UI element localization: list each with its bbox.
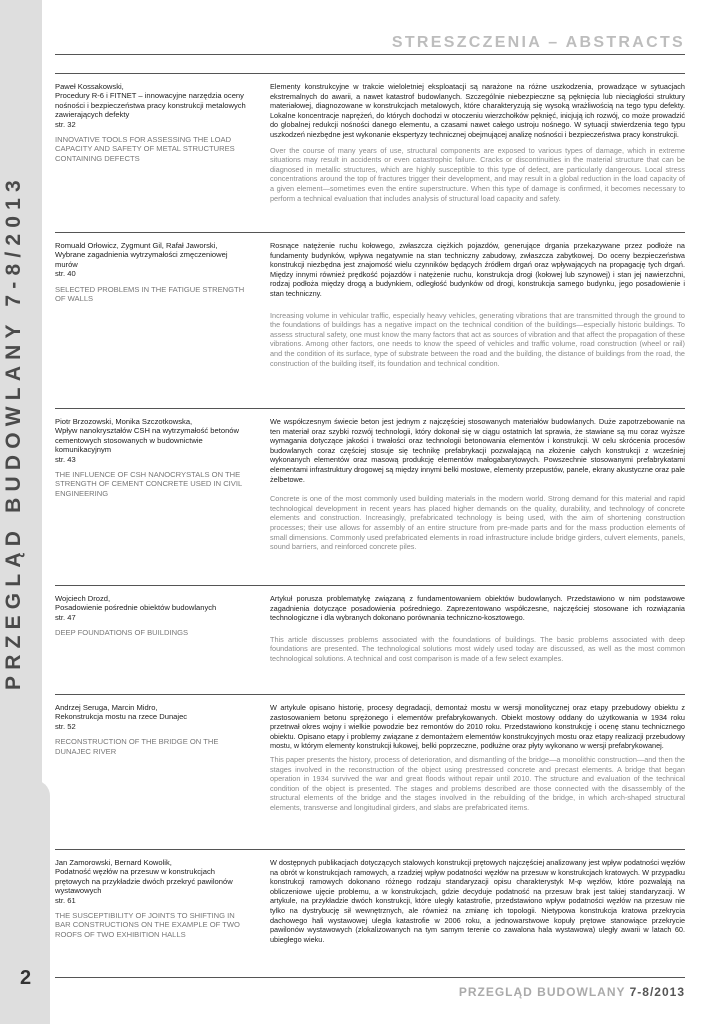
entry-meta-column [55,417,250,498]
abstract-pl: Elementy konstrukcyjne w trakcie wieloletniej eksploatacji są narażone na różne uszkodzenia, prowadzące w sytuacjach ekstremalnych do awarii, a nawet katastrof budowlanych. Szczególnie niebezpieczne są pęknięcia lub nieciągłości struktury materiałowej, diagnozowane w konstrukcjach metalowych, które charakteryzują się wysoką wrażliwością na tego typu defekty. Lokalne koncentracje naprężeń, do których dochodzi w otoczeniu wierzchołków pęknięć, inicjują ich rozwój, co może prowadzić do globalnej redukcji nośności danego elementu, a czasami nawet całego ustroju nośnego. W sytuacji stwierdzenia tego typu uszkodzeń niezbędne jest wykonanie ekspertyzy technicznej obejmującej analizę nośności i bezpieczeństwa pracy konstrukcji. [270,82,685,139]
entry-meta: Jan Zamorowski, Bernard Kowolik, Podatność węzłów na przesuw w konstrukcjach prętowych na przykładzie dwóch przekryć pawilonów wystawowych str. 61 [55,858,233,905]
entry-abstract-column [270,241,685,368]
entry-meta: Andrzej Seruga, Marcin Midro, Rekonstrukcja mostu na rzece Dunajec str. 52 [55,703,188,731]
abstract-pl: Rosnące natężenie ruchu kołowego, zwłaszcza ciężkich pojazdów, generujące drgania przekazywane przez podłoże na fundamenty budynków, wpływa negatywnie na stan techniczny zabudowy, zwłaszcza zabytkowej. Do oceny bezpieczeństwa konstrukcji niezbędna jest znajomość wielu czynników będących źródłem drgań oraz wpływających na propagację tych drgań. Między innymi również prędkość pojazdów i natężenie ruchu, konstrukcja drogi (kołowej lub szynowej) i stan jej nawierzchni, rodzaj podłoża między drogą a budynkiem, odległość budynków od drogi, konstrukcja samego budynku, jego posadowienie i stan techniczny. [270,241,685,298]
section-header: STRESZCZENIA – ABSTRACTS [391,34,685,51]
page-number: 2 [20,967,32,989]
entry-meta: Paweł Kossakowski, Procedury R-6 i FITNET – innowacyjne narzędzia oceny nośności i bezpieczeństwa pracy konstrukcji metalowych zawierających defekty str. 32 [55,82,246,129]
abstract-en: This paper presents the history, process of deterioration, and dismantling of the bridge—a monolithic construction—and then the stages involved in the reconstruction of the object using prestressed concrete and precast elements. A bridge that began operation in 1934 survived the war and great floods without repair until 2010. The structure and evaluation of the technical condition of the object is presented. The stages and problems described are those connected with the disassembly of the structural elements of the bridge and the stages involved in the rebuilding of the bridge, in which arch-shaped structural elements, transverse and longitudinal girders, and slabs are prefabricated items. [270,754,685,812]
header-rule [55,54,685,55]
entry-meta: Romuald Orłowicz, Zygmunt Gil, Rafał Jaworski, Wybrane zagadnienia wytrzymałości zmęczeniowej murów str. 40 [55,241,228,279]
entry-meta-column [55,241,250,303]
entry-meta: Piotr Brzozowski, Monika Szczotkowska, Wpływ nanokryształów CSH na wytrzymałość betonów cementowych stosowanych w budownictwie komunikacyjnym str. 43 [55,417,240,464]
entry-meta-column [55,82,250,163]
entry-abstract-column [270,703,685,813]
entry-rule [55,585,685,586]
entry-title-en: SELECTED PROBLEMS IN THE FATIGUE STRENGTH OF WALLS [55,284,245,304]
abstract-pl: We współczesnym świecie beton jest jednym z najczęściej stosowanych materiałów budowlanych. Duże zapotrzebowanie na ten materiał oraz szybki rozwój technologii, który dokonał się w ciągu ostatnich lat sprawia, że stawiane są mu coraz wyższe wymagania dotyczące jakości i trwałości oraz technologii betonowania elementów i konstrukcji. W celu skrócenia procesów budowlanych coraz częściej stosuje się technikę prefabrykacji pozwalającą na złożenie całych konstrukcji z wcześniej wykonanych elementów oraz masową produkcję elementów małogabarytowych. Powszechnie stosowanymi prefabrykatami elementami infrastruktury drogowej są między innymi belki mostowe, elementy przepustów, panele, ekrany akustyczne oraz pale żelbetowe. [270,417,685,484]
entry-title-en: DEEP FOUNDATIONS OF BUILDINGS [55,628,189,638]
entry-meta-column [55,703,250,756]
abstract-en: Over the course of many years of use, structural components are exposed to various types of damage, which in extreme situations may result in accidents or even catastrophic failure. Cracks or discontinuities in the material structure that can be diagnosed in metallic structures, which are highly susceptible to this type of defect, are particularly dangerous. Local stress concentrations around the top of fractures trigger their development, and may result in a global reduction in the load capacity of a given element—sometimes even the entire superstructure. When this type of damage is confirmed, it becomes necessary to perform a technical evaluation that includes analysis of structural load capacity and safety. [270,145,685,203]
footer [459,985,685,999]
entry-meta: Wojciech Drozd, Posadowienie pośrednie obiektów budowlanych str. 47 [55,594,217,622]
entry-title-en: INNOVATIVE TOOLS FOR ASSESSING THE LOAD CAPACITY AND SAFETY OF METAL STRUCTURES CONTAINING DEFECTS [55,135,235,163]
entry-meta-column [55,858,250,939]
entry-rule [55,73,685,74]
entry-abstract-column [270,858,685,944]
abstract-pl: W dostępnych publikacjach dotyczących stalowych konstrukcji prętowych najczęściej analizowany jest wpływ podatności węzłów na obrót w konstrukcjach ramowych, a rzadziej wpływ podatności węzłów na przesuw w konstrukcjach kratowych. W przypadku konstrukcji ramowych dokonano różnego rodzaju standaryzacji opisu charakterystyk M-φ węzłów, które pozwalają na obliczeniowe ujęcie problemu, a w konstrukcjach, gdzie decyduje podatność na przesuw brak jest takiej standaryzacji. W artykule, na przykładzie dwóch konstrukcji, które uległy katastrofie, przedstawiono wpływ podatności węzłów na przesuw nie tylko na dystrybucję sił wewnętrznych, ale również na zmianę ich topologii. Nietypowa konstrukcja kratowa przekrycia dachowego hali wystawowej uległa katastrofie w 2006 roku, a jednowarstwowe kopuły prętowe stanowiące przekrycie pawilonów wystawowych (zlokalizowanych na tym samym terenie co zawalona hala wystawowa) uległy awarii w latach 60. ubiegłego wieku. [270,858,685,944]
abstract-en: Concrete is one of the most commonly used building materials in the modern world. Strong demand for this material and rapid technological development in recent years has placed higher demands on the quality, durability, and technology of concrete elements and construction. Increasingly, prefabricated technology is being used, with the aim of shortening construction processes; their use allows for assembly of an entire structure from pre-made parts and for the mass production elements of small dimensions. Commonly used prefabricated elements in road infrastructure include bridge girders, culvert elements, panels, sound barriers, and reinforced concrete piles. [270,494,685,552]
abstract-pl: Artykuł porusza problematykę związaną z fundamentowaniem obiektów budowlanych. Przedstawiono w nim podstawowe zagadnienia dotyczące posadowienia pośredniego. Zaprezentowano współczesne, najczęściej stosowane ich rozwiązania technologiczne i dla wybranych dokonano porównania techniczno-kosztowego. [270,594,685,623]
entry-abstract-column [270,417,685,552]
footer-rule [55,977,685,978]
entry-title-en: THE INFLUENCE OF CSH NANOCRYSTALS ON THE STRENGTH OF CEMENT CONCRETE USED IN CIVIL ENGINEERING [55,470,242,498]
entry-abstract-column [270,82,685,203]
entry-meta-column [55,594,250,638]
entry-title-en: THE SUSCEPTIBILITY OF JOINTS TO SHIFTING IN BAR CONSTRUCTIONS ON THE EXAMPLE OF TWO ROOFS OF TWO EXHIBITION HALLS [55,911,240,939]
footer-brand: PRZEGLĄD BUDOWLANY [458,985,626,999]
entry-rule [55,232,685,233]
entry-rule [55,694,685,695]
abstract-en: This article discusses problems associated with the foundations of buildings. The basic problems associated with deep foundations are presented. The technological solutions most widely used today are discussed, as well as the most common technological solutions. A technical and cost comparison is made of a few select examples. [270,634,685,663]
side-journal-title-text: PRZEGLĄD BUDOWLANY 7-8/2013 [2,174,25,690]
footer-issue: 7-8/2013 [629,985,685,999]
abstract-pl: W artykule opisano historię, procesy degradacji, demontaż mostu w wersji monolitycznej oraz etapy przebudowy obiektu z zastosowaniem betonu sprężonego i elementów prefabrykowanych. Obiekt mostowy oddany do użytkowania w 1934 roku przetrwał okres wojny i wielkie powodzie bez remontów do 2010 roku. Przedstawiono konstrukcję i ocenę stanu technicznego obiektu. Opisano etapy i problemy związane z demontażem elementów konstrukcyjnych mostu oraz etapy realizacji przebudowy mostu, w którym elementy konstrukcji łukowej, belki poprzeczne, podłużne oraz płyty wykonano w wersji prefabrykowanej. [270,703,685,751]
entry-title-en: RECONSTRUCTION OF THE BRIDGE ON THE DUNAJEC RIVER [55,737,219,756]
abstract-en: Increasing volume in vehicular traffic, especially heavy vehicles, generating vibrations that are transmitted through the ground to the foundations of buildings has a negative impact on the technical condition of the buildings—especially historic buildings. To assess structural safety, one must know the many factors that act as sources of vibration and that affect the propagation of these vibrations. Among other factors, one needs to know the speed of vehicles and traffic volume, road construction (wheel or rail) and the condition of its surface, type of substrate between the road and the building, the distance of buildings from the road, the construction of the building itself, its foundation and technical condition. [270,310,685,368]
entry-rule [55,849,685,850]
entry-abstract-column [270,594,685,664]
entry-rule [55,408,685,409]
